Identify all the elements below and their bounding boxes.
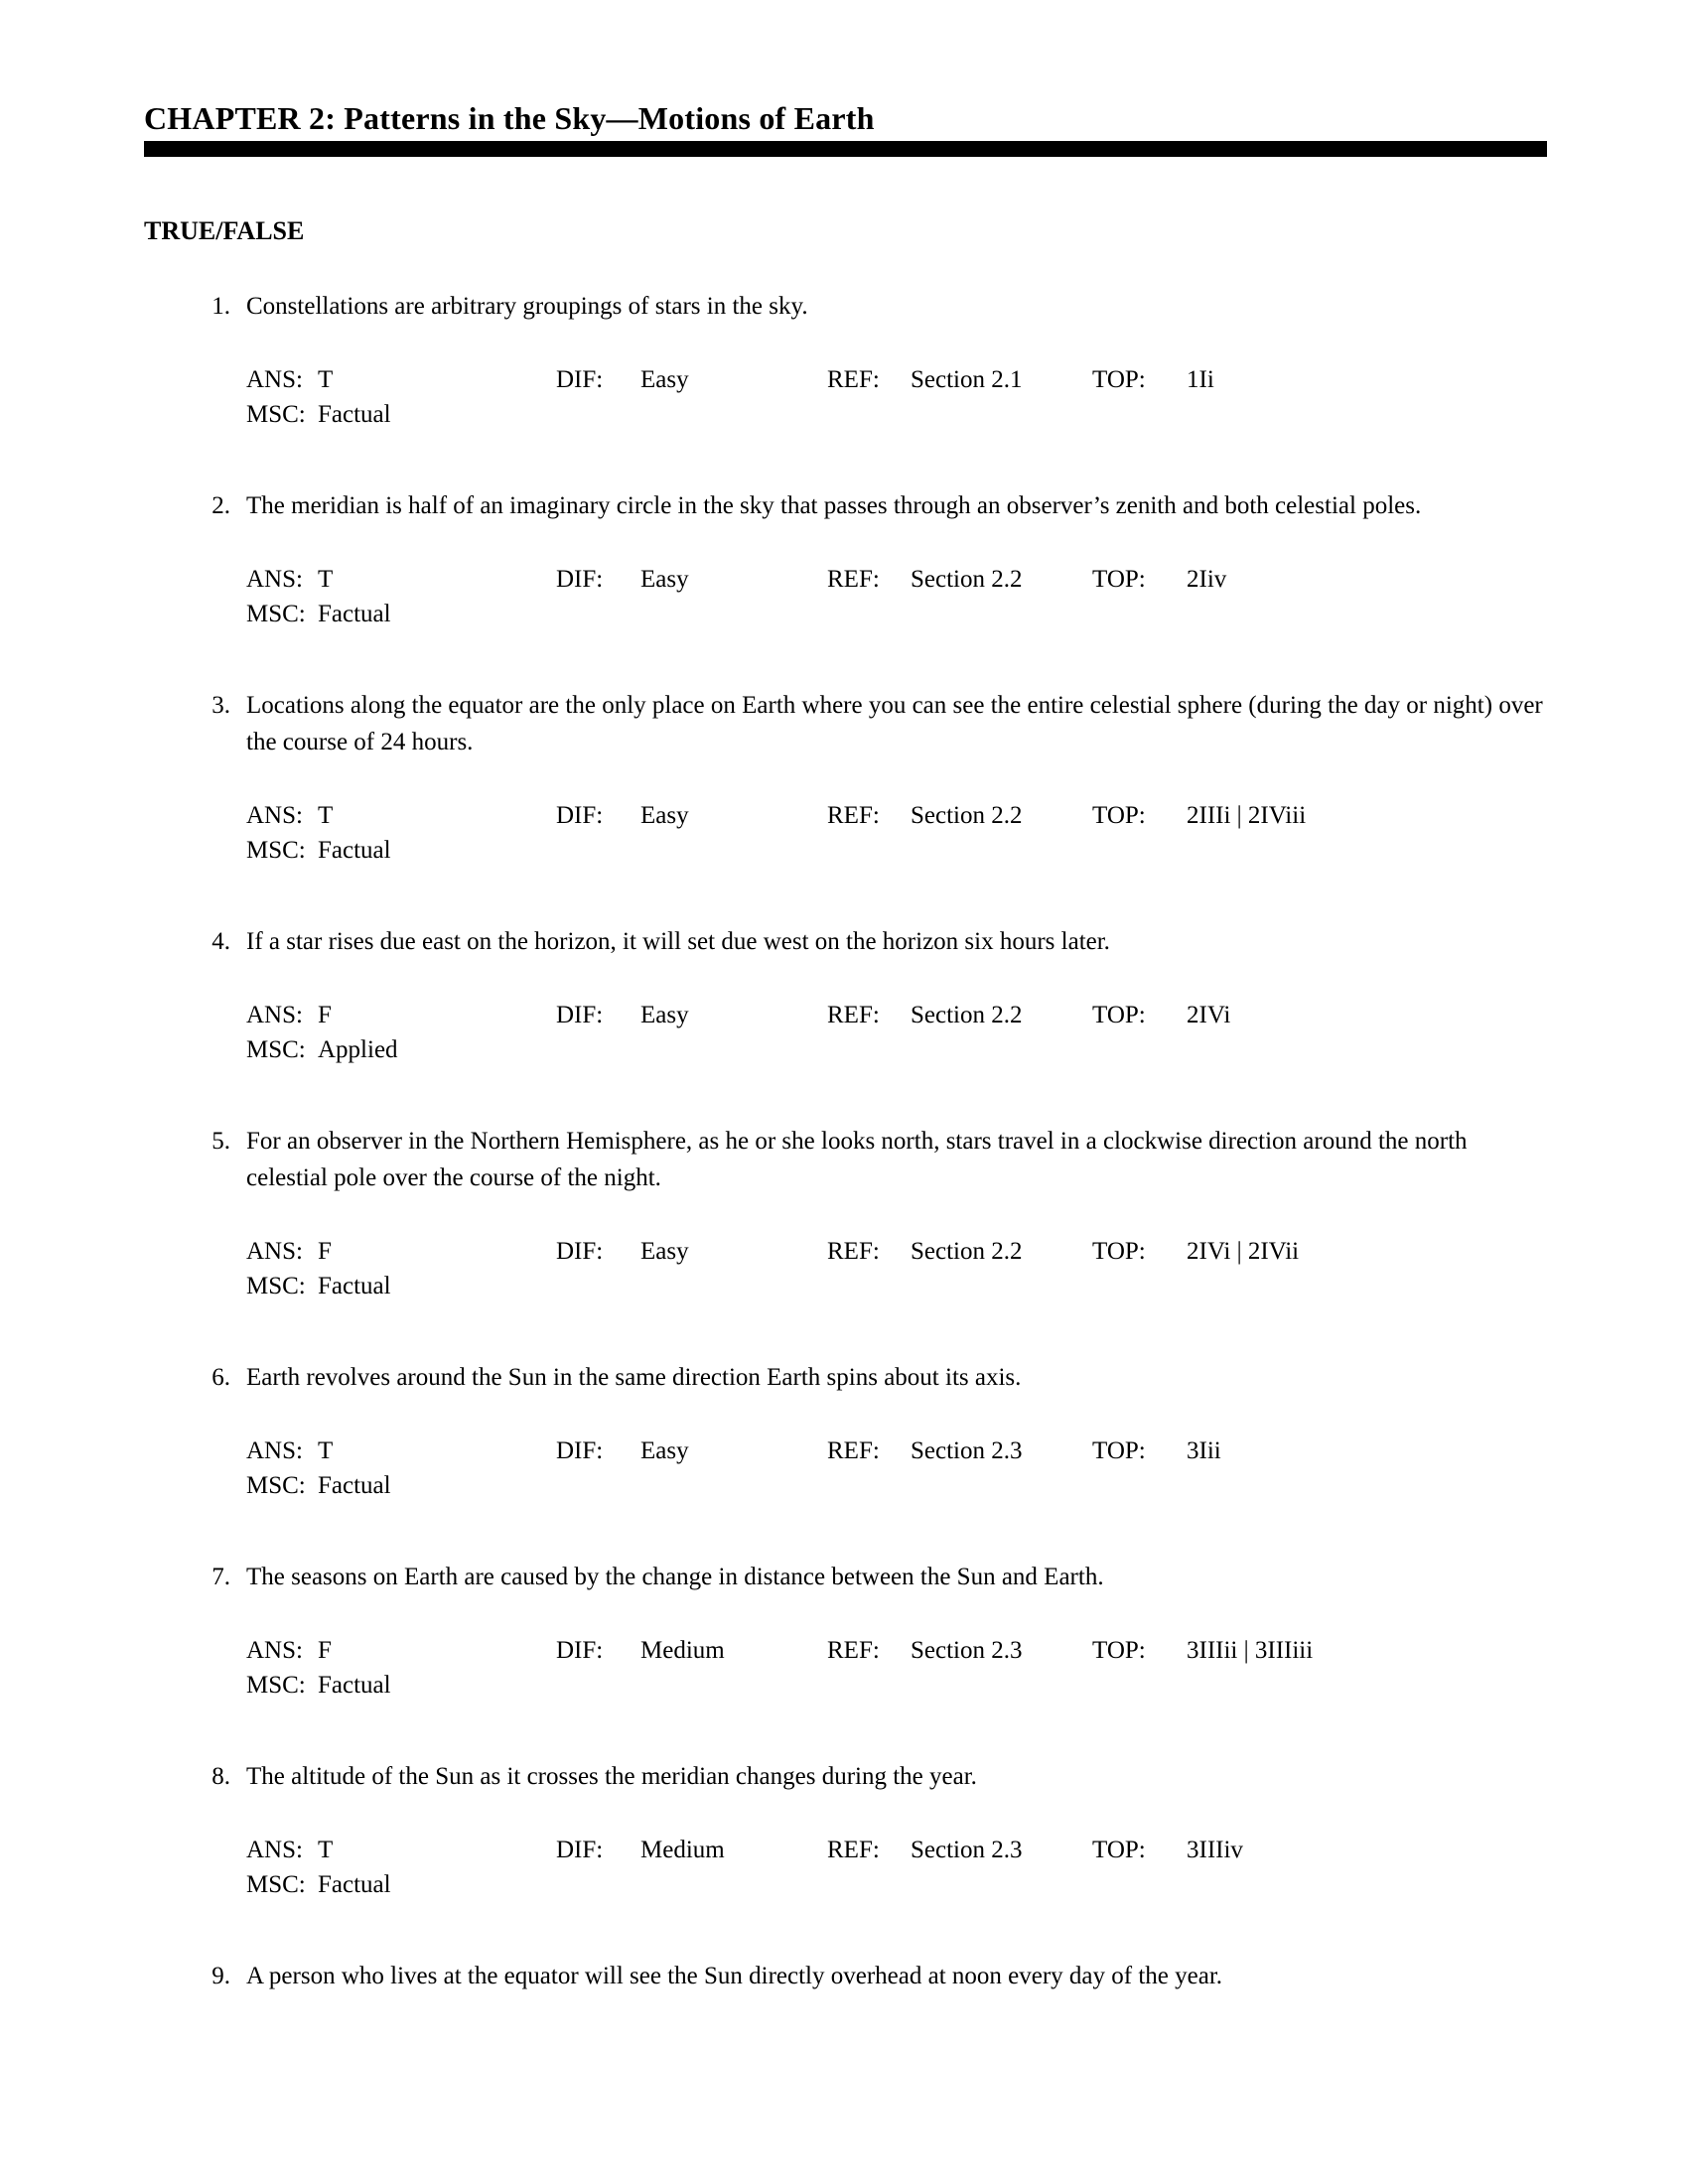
ans-value: T	[318, 366, 334, 393]
question-text: If a star rises due east on the horizon, it will set due west on the horizon six hours later.	[246, 928, 1110, 955]
msc-value: Factual	[318, 1672, 391, 1699]
dif-label: DIF:	[556, 566, 604, 593]
ref-label: REF:	[827, 1437, 880, 1464]
msc-value: Factual	[318, 1273, 391, 1299]
top-value: 2IVi	[1187, 1002, 1231, 1028]
answer-block	[246, 362, 1544, 432]
question-text: A person who lives at the equator will see the Sun directly overhead at noon every day of the year.	[246, 1963, 1223, 1989]
msc-meta-row	[246, 1032, 1544, 1067]
ref-value: Section 2.3	[911, 1837, 1023, 1863]
ref-value: Section 2.3	[911, 1637, 1023, 1664]
msc-label: MSC:	[246, 1036, 306, 1063]
question-text: Locations along the equator are the only place on Earth where you can see the entire celestial sphere (during the day or night) over the course of 24 hours.	[246, 692, 1543, 755]
question-item	[144, 487, 1544, 631]
question-list	[144, 288, 1544, 2032]
top-label: TOP:	[1092, 1437, 1146, 1464]
top-value: 2IIIi | 2IViii	[1187, 802, 1307, 829]
msc-value: Applied	[318, 1036, 398, 1063]
answer-meta-row	[246, 1633, 1544, 1668]
msc-value: Factual	[318, 1871, 391, 1898]
msc-meta-row	[246, 397, 1544, 432]
ans-label: ANS:	[246, 802, 303, 829]
question-item	[144, 1559, 1544, 1703]
ans-label: ANS:	[246, 1637, 303, 1664]
answer-block	[246, 798, 1544, 868]
answer-meta-row	[246, 562, 1544, 597]
ref-label: REF:	[827, 366, 880, 393]
dif-value: Easy	[640, 802, 689, 829]
ans-value: T	[318, 1437, 334, 1464]
ref-label: REF:	[827, 1837, 880, 1863]
question-number: 9.	[211, 1963, 230, 1989]
top-value: 2IVi | 2IVii	[1187, 1238, 1300, 1265]
question-body	[246, 1359, 1544, 1503]
dif-value: Easy	[640, 566, 689, 593]
answer-meta-row	[246, 798, 1544, 833]
question-body	[246, 1123, 1544, 1303]
dif-label: DIF:	[556, 802, 604, 829]
ref-value: Section 2.2	[911, 1002, 1023, 1028]
dif-label: DIF:	[556, 1637, 604, 1664]
top-value: 1Ii	[1187, 366, 1214, 393]
answer-meta-row	[246, 362, 1544, 397]
msc-meta-row	[246, 597, 1544, 631]
msc-label: MSC:	[246, 1273, 306, 1299]
ans-value: T	[318, 1837, 334, 1863]
question-item	[144, 1359, 1544, 1503]
question-item	[144, 923, 1544, 1067]
question-number: 5.	[211, 1128, 230, 1155]
msc-meta-row	[246, 1468, 1544, 1503]
ans-label: ANS:	[246, 1837, 303, 1863]
ref-value: Section 2.2	[911, 1238, 1023, 1265]
answer-block	[246, 562, 1544, 631]
dif-value: Easy	[640, 1238, 689, 1265]
question-body	[246, 1559, 1544, 1703]
question-number: 3.	[211, 692, 230, 719]
ref-value: Section 2.2	[911, 802, 1023, 829]
dif-label: DIF:	[556, 366, 604, 393]
dif-value: Medium	[640, 1637, 725, 1664]
ans-value: F	[318, 1002, 332, 1028]
question-number: 7.	[211, 1564, 230, 1590]
answer-meta-row	[246, 1234, 1544, 1269]
msc-label: MSC:	[246, 1472, 306, 1499]
ans-label: ANS:	[246, 1437, 303, 1464]
top-label: TOP:	[1092, 1637, 1146, 1664]
ref-label: REF:	[827, 1238, 880, 1265]
ans-value: T	[318, 802, 334, 829]
ref-label: REF:	[827, 1002, 880, 1028]
top-label: TOP:	[1092, 1002, 1146, 1028]
dif-value: Easy	[640, 1002, 689, 1028]
answer-meta-row	[246, 998, 1544, 1032]
ref-label: REF:	[827, 1637, 880, 1664]
ans-value: F	[318, 1238, 332, 1265]
top-label: TOP:	[1092, 366, 1146, 393]
ref-value: Section 2.3	[911, 1437, 1023, 1464]
dif-label: DIF:	[556, 1238, 604, 1265]
msc-meta-row	[246, 1668, 1544, 1703]
top-value: 2Iiv	[1187, 566, 1227, 593]
question-body	[246, 288, 1544, 432]
ans-label: ANS:	[246, 1002, 303, 1028]
title-rule	[144, 141, 1547, 157]
msc-value: Factual	[318, 601, 391, 627]
msc-label: MSC:	[246, 1672, 306, 1699]
question-text: The altitude of the Sun as it crosses the meridian changes during the year.	[246, 1763, 977, 1790]
msc-label: MSC:	[246, 837, 306, 864]
question-body	[246, 1958, 1544, 2032]
answer-meta-row	[246, 1833, 1544, 1867]
msc-value: Factual	[318, 1472, 391, 1499]
question-text: The meridian is half of an imaginary circle in the sky that passes through an observer’s zenith and both celestial poles.	[246, 492, 1422, 519]
ans-value: F	[318, 1637, 332, 1664]
question-body	[246, 1758, 1544, 1902]
answer-block	[246, 1433, 1544, 1503]
dif-value: Easy	[640, 366, 689, 393]
question-text: The seasons on Earth are caused by the change in distance between the Sun and Earth.	[246, 1564, 1104, 1590]
answer-block	[246, 1833, 1544, 1902]
msc-meta-row	[246, 833, 1544, 868]
question-number: 4.	[211, 928, 230, 955]
msc-label: MSC:	[246, 601, 306, 627]
question-number: 6.	[211, 1364, 230, 1391]
question-item	[144, 1123, 1544, 1303]
msc-meta-row	[246, 1867, 1544, 1902]
question-number: 2.	[211, 492, 230, 519]
section-heading: TRUE/FALSE	[144, 216, 305, 245]
dif-label: DIF:	[556, 1002, 604, 1028]
msc-value: Factual	[318, 401, 391, 428]
question-text: Constellations are arbitrary groupings of stars in the sky.	[246, 293, 808, 320]
question-body	[246, 487, 1544, 631]
msc-label: MSC:	[246, 401, 306, 428]
ref-label: REF:	[827, 802, 880, 829]
msc-label: MSC:	[246, 1871, 306, 1898]
ref-value: Section 2.2	[911, 566, 1023, 593]
answer-block	[246, 998, 1544, 1067]
answer-block	[246, 1234, 1544, 1303]
ref-value: Section 2.1	[911, 366, 1023, 393]
question-item	[144, 288, 1544, 432]
ans-value: T	[318, 566, 334, 593]
question-body	[246, 687, 1544, 868]
dif-value: Easy	[640, 1437, 689, 1464]
answer-block	[246, 1633, 1544, 1703]
ans-label: ANS:	[246, 566, 303, 593]
question-item	[144, 1758, 1544, 1902]
ref-label: REF:	[827, 566, 880, 593]
top-label: TOP:	[1092, 1238, 1146, 1265]
top-label: TOP:	[1092, 566, 1146, 593]
page-header	[144, 99, 1544, 157]
top-label: TOP:	[1092, 802, 1146, 829]
top-value: 3IIIii | 3IIIiii	[1187, 1637, 1314, 1664]
ans-label: ANS:	[246, 366, 303, 393]
dif-label: DIF:	[556, 1437, 604, 1464]
msc-value: Factual	[318, 837, 391, 864]
question-text: For an observer in the Northern Hemisphere, as he or she looks north, stars travel in a clockwise direction around the north celestial pole over the course of the night.	[246, 1128, 1468, 1191]
question-item	[144, 687, 1544, 868]
question-number: 8.	[211, 1763, 230, 1790]
question-body	[246, 923, 1544, 1067]
chapter-title: CHAPTER 2: Patterns in the Sky—Motions of Earth	[144, 100, 875, 136]
question-text: Earth revolves around the Sun in the same direction Earth spins about its axis.	[246, 1364, 1022, 1391]
top-label: TOP:	[1092, 1837, 1146, 1863]
ans-label: ANS:	[246, 1238, 303, 1265]
question-number: 1.	[211, 293, 230, 320]
question-item	[144, 1958, 1544, 2032]
top-value: 3IIIiv	[1187, 1837, 1243, 1863]
dif-value: Medium	[640, 1837, 725, 1863]
msc-meta-row	[246, 1269, 1544, 1303]
answer-meta-row	[246, 1433, 1544, 1468]
dif-label: DIF:	[556, 1837, 604, 1863]
top-value: 3Iii	[1187, 1437, 1221, 1464]
